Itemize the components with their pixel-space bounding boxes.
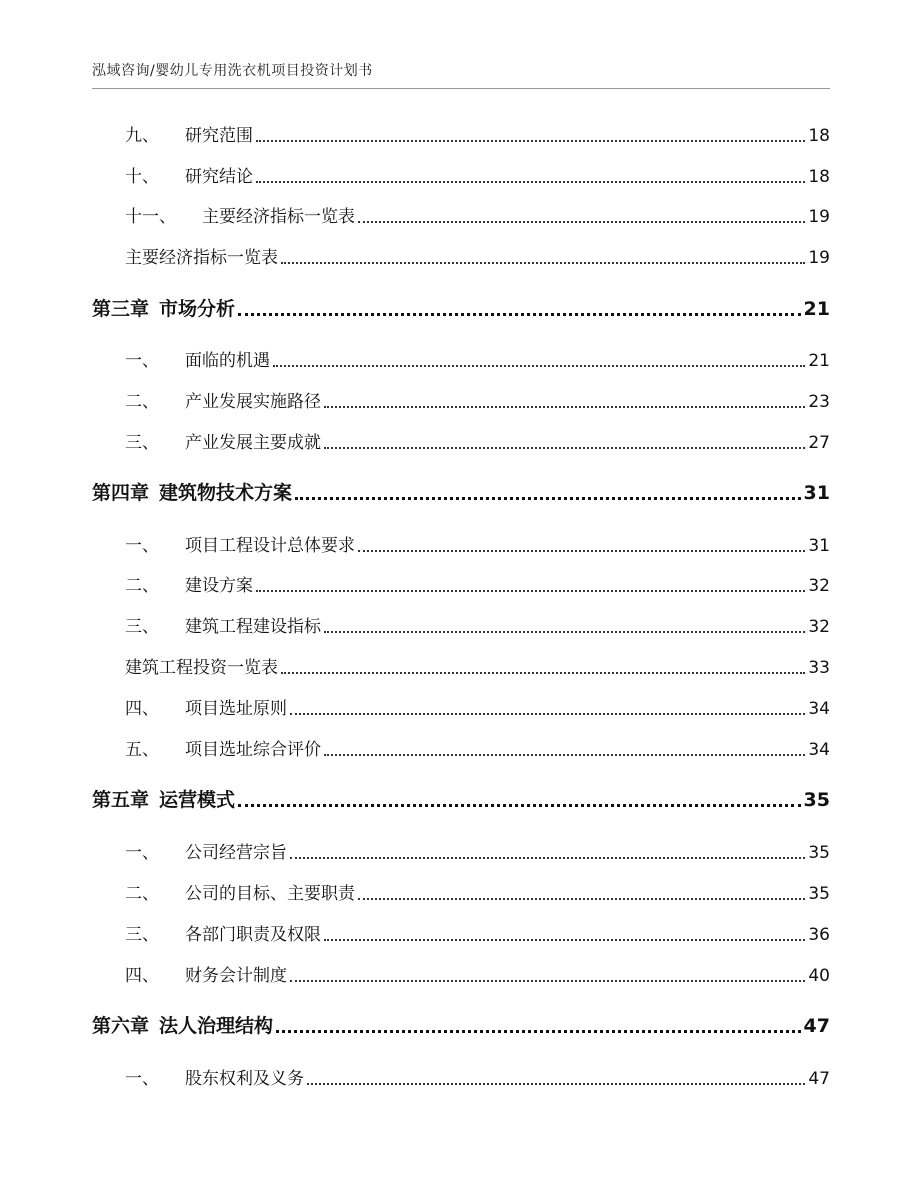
- toc-entry-label: [92, 391, 321, 413]
- dot-leader: [358, 897, 805, 900]
- toc-entry-label: [92, 166, 253, 188]
- toc-chapter-page: 31: [803, 482, 830, 504]
- toc-entry-title: 公司的目标、主要职责: [185, 884, 355, 904]
- dot-leader: [324, 446, 805, 449]
- toc-entry-title: 研究范围: [185, 126, 253, 146]
- toc-entry-label: [92, 657, 278, 679]
- toc-chapter[interactable]: [92, 787, 830, 813]
- toc-chapter[interactable]: [92, 1013, 830, 1039]
- toc-entry-title: 财务会计制度: [185, 966, 287, 986]
- toc-entry-title: 建筑工程投资一览表: [125, 658, 278, 678]
- toc-chapter-number: 第三章: [92, 298, 150, 320]
- toc-entry-title: 各部门职责及权限: [185, 925, 321, 945]
- toc-chapter-label: [92, 480, 292, 506]
- dot-leader: [295, 496, 801, 500]
- dot-leader: [324, 753, 805, 756]
- toc-entry-number: 九、: [125, 126, 159, 146]
- dot-leader: [290, 712, 805, 715]
- dot-leader: [256, 589, 805, 592]
- toc-entry-title: 产业发展实施路径: [185, 392, 321, 412]
- toc-entry-label: [92, 883, 355, 905]
- toc-entry-label: [92, 616, 321, 638]
- toc-entry[interactable]: [92, 125, 830, 147]
- toc-entry[interactable]: [92, 616, 830, 638]
- toc-entry-page: 34: [808, 699, 830, 719]
- toc-entry-label: [92, 535, 355, 557]
- dot-leader: [290, 856, 805, 859]
- header-divider: [92, 88, 830, 89]
- toc-entry-label: [92, 125, 253, 147]
- toc-chapter-title: 市场分析: [159, 298, 236, 320]
- toc-entry[interactable]: [92, 575, 830, 597]
- toc-entry-label: [92, 698, 287, 720]
- dot-leader: [281, 671, 805, 674]
- toc-entry-page: 19: [808, 207, 830, 227]
- dot-leader: [290, 979, 805, 982]
- toc-entry-title: 主要经济指标一览表: [202, 207, 355, 227]
- toc-entry-page: 35: [808, 884, 830, 904]
- toc-entry-number: 一、: [125, 843, 159, 863]
- toc-entry-title: 项目选址原则: [185, 699, 287, 719]
- toc-entry-page: 31: [808, 536, 830, 556]
- toc-entry-title: 项目工程设计总体要求: [185, 536, 355, 556]
- toc-entry-title: 项目选址综合评价: [185, 740, 321, 760]
- toc-chapter-title: 法人治理结构: [159, 1015, 274, 1037]
- dot-leader: [256, 139, 805, 142]
- toc-entry[interactable]: [92, 924, 830, 946]
- toc-entry-page: 21: [808, 351, 830, 371]
- toc-entry-page: 27: [808, 433, 830, 453]
- toc-entry-label: [92, 575, 253, 597]
- toc-entry-page: 32: [808, 617, 830, 637]
- toc-entry-label: [92, 350, 270, 372]
- toc-entry-number: 二、: [125, 884, 159, 904]
- toc-entry[interactable]: [92, 965, 830, 987]
- toc-entry-title: 面临的机遇: [185, 351, 270, 371]
- toc-entry-number: 三、: [125, 925, 159, 945]
- toc-chapter-title: 建筑物技术方案: [159, 482, 293, 504]
- page-header: 泓域咨询/婴幼儿专用洗衣机项目投资计划书: [92, 63, 373, 79]
- toc-chapter-label: [92, 296, 235, 322]
- toc-entry[interactable]: [92, 883, 830, 905]
- dot-leader: [238, 803, 801, 807]
- toc-entry[interactable]: [92, 391, 830, 413]
- toc-entry-number: 四、: [125, 699, 159, 719]
- toc-entry-number: 五、: [125, 740, 159, 760]
- toc-entry-label: [92, 1068, 304, 1090]
- toc-entry-number: 二、: [125, 392, 159, 412]
- toc-entry[interactable]: [92, 698, 830, 720]
- toc-entry-page: 23: [808, 392, 830, 412]
- toc-chapter-title: 运营模式: [159, 789, 236, 811]
- toc-entry-label: [92, 247, 278, 269]
- toc-chapter[interactable]: [92, 480, 830, 506]
- toc-entry-number: 三、: [125, 617, 159, 637]
- toc-entry[interactable]: [92, 206, 830, 228]
- toc-entry-title: 股东权利及义务: [185, 1069, 304, 1089]
- dot-leader: [324, 630, 805, 633]
- toc-entry[interactable]: [92, 739, 830, 761]
- toc-entry-label: [92, 842, 287, 864]
- toc-entry[interactable]: [92, 432, 830, 454]
- toc-entry[interactable]: [92, 535, 830, 557]
- toc-entry[interactable]: [92, 1068, 830, 1090]
- toc-entry-number: 一、: [125, 1069, 159, 1089]
- toc-entry-title: 产业发展主要成就: [185, 433, 321, 453]
- toc-entry-label: [92, 206, 355, 228]
- toc-entry-page: 35: [808, 843, 830, 863]
- dot-leader: [273, 364, 805, 367]
- dot-leader: [276, 1029, 801, 1033]
- toc-chapter-label: [92, 1013, 273, 1039]
- toc-entry-label: [92, 965, 287, 987]
- dot-leader: [358, 549, 805, 552]
- toc-chapter-page: 21: [803, 298, 830, 320]
- toc-entry-title: 建筑工程建设指标: [185, 617, 321, 637]
- toc-entry-page: 47: [808, 1069, 830, 1089]
- toc-entry-page: 40: [808, 966, 830, 986]
- toc-entry-page: 18: [808, 167, 830, 187]
- toc-entry-label: [92, 924, 321, 946]
- toc-entry-number: 一、: [125, 351, 159, 371]
- dot-leader: [358, 220, 805, 223]
- toc-chapter-page: 35: [803, 789, 830, 811]
- toc-entry-page: 32: [808, 576, 830, 596]
- toc-entry-page: 19: [808, 248, 830, 268]
- toc-chapter-page: 47: [803, 1015, 830, 1037]
- toc-chapter[interactable]: [92, 296, 830, 322]
- toc-entry[interactable]: [92, 842, 830, 864]
- toc-entry-page: 36: [808, 925, 830, 945]
- dot-leader: [324, 405, 805, 408]
- toc-entry[interactable]: [92, 166, 830, 188]
- toc-entry-page: 33: [808, 658, 830, 678]
- toc-chapter-number: 第五章: [92, 789, 150, 811]
- dot-leader: [307, 1082, 805, 1085]
- toc-entry-number: 二、: [125, 576, 159, 596]
- toc-entry-title: 研究结论: [185, 167, 253, 187]
- dot-leader: [281, 261, 805, 264]
- toc-entry-number: 三、: [125, 433, 159, 453]
- toc-chapter-number: 第六章: [92, 1015, 150, 1037]
- toc-entry-number: 十一、: [125, 207, 176, 227]
- toc-entry-title: 公司经营宗旨: [185, 843, 287, 863]
- toc-entry-label: [92, 432, 321, 454]
- dot-leader: [324, 938, 805, 941]
- toc-chapter-number: 第四章: [92, 482, 150, 504]
- toc-entry-title: 建设方案: [185, 576, 253, 596]
- toc-entry[interactable]: [92, 350, 830, 372]
- toc-entry-number: 十、: [125, 167, 159, 187]
- dot-leader: [238, 312, 801, 316]
- toc-entry-page: 18: [808, 126, 830, 146]
- toc-entry[interactable]: [92, 657, 830, 679]
- dot-leader: [256, 180, 805, 183]
- toc-entry-page: 34: [808, 740, 830, 760]
- toc-chapter-label: [92, 787, 235, 813]
- toc-entry-number: 一、: [125, 536, 159, 556]
- toc-entry-label: [92, 739, 321, 761]
- toc-entry[interactable]: [92, 247, 830, 269]
- toc-entry-title: 主要经济指标一览表: [125, 248, 278, 268]
- toc-entry-number: 四、: [125, 966, 159, 986]
